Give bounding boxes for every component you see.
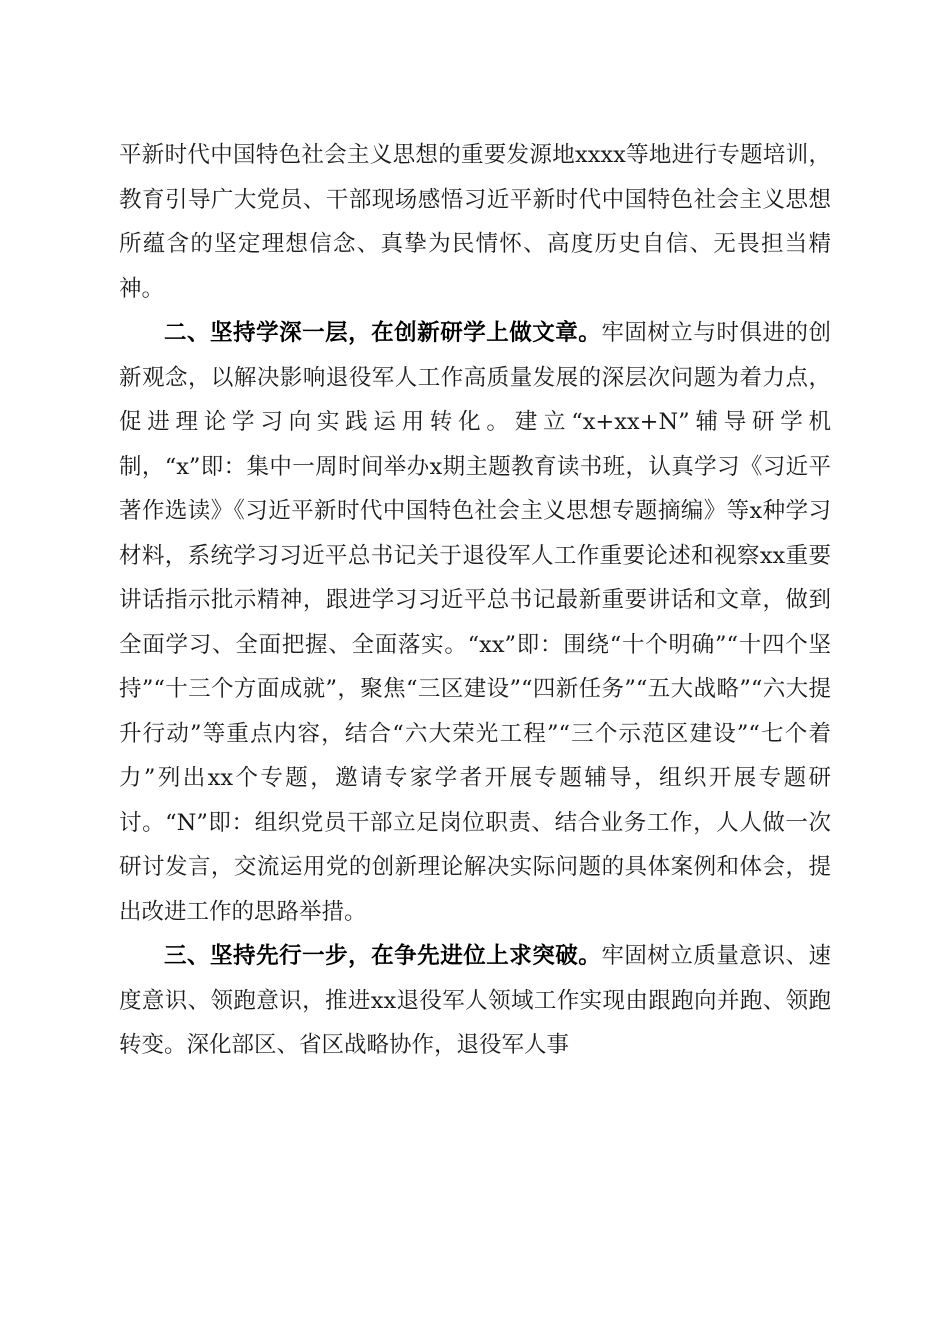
body-text	[119, 133, 831, 1068]
section-heading: 二、坚持学深一层，在创新研学上做文章。	[164, 320, 602, 346]
paragraph-text: 牢固树立质量意识、速度意识、领跑意识，推进xx退役军人领域工作实现由跟跑向并跑、领跑转变。深化部区、省区战略协作，退役军人事	[119, 943, 831, 1058]
paragraph-continued	[119, 133, 831, 311]
paragraph-section-two	[119, 311, 831, 934]
paragraph-text: 平新时代中国特色社会主义思想的重要发源地xxxx等地进行专题培训，教育引导广大党员、干部现场感悟习近平新时代中国特色社会主义思想所蕴含的坚定理想信念、真挚为民情怀、高度历史自信、无畏担当精神。	[119, 142, 831, 302]
paragraph-text: 牢固树立与时俱进的创新观念，以解决影响退役军人工作高质量发展的深层次问题为着力点，促进理论学习向实践运用转化。建立“x+xx+N”辅导研学机制，“x”即：集中一周时间举办x期主题教育读书班，认真学习《习近平著作选读》《习近平新时代中国特色社会主义思想专题摘编》等x种学习材料，系统学习习近平总书记关于退役军人工作重要论述和视察xx重要讲话指示批示精神，跟进学习习近平总书记最新重要讲话和文章，做到全面学习、全面把握、全面落实。“xx”即：围绕“十个明确”“十四个坚持”“十三个方面成就”，聚焦“三区建设”“四新任务”“五大战略”“六大提升行动”等重点内容，结合“六大荣光工程”“三个示范区建设”“七个着力”列出xx个专题，邀请专家学者开展专题辅导，组织开展专题研讨。“N”即：组织党员干部立足岗位职责、结合业务工作，人人做一次研讨发言，交流运用党的创新理论解决实际问题的具体案例和体会，提出改进工作的思路举措。	[119, 320, 831, 925]
section-heading: 三、坚持先行一步，在争先进位上求突破。	[164, 943, 602, 969]
paragraph-section-three	[119, 934, 831, 1068]
